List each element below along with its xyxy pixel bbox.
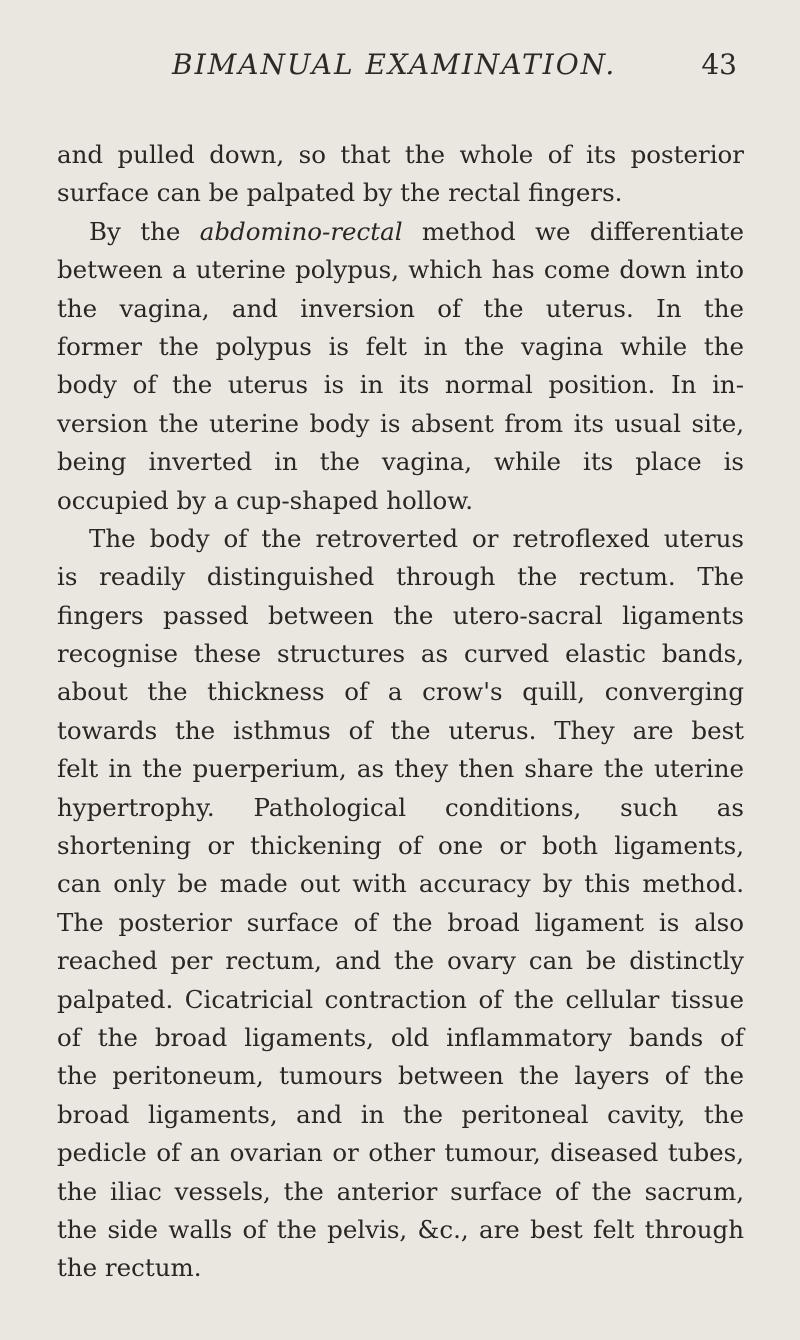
running-title: BIMANUAL EXAMINATION. (172, 48, 617, 81)
text-line: between a uterine polypus, which has come down into (57, 255, 744, 285)
text-line: is readily distinguished through the rectum. The (57, 562, 744, 592)
text-line: palpated. Cicatricial contraction of the cellular tissue (57, 984, 744, 1014)
text-line: about the thickness of a crow's quill, converging (57, 677, 744, 707)
text-fragment: By the (89, 216, 181, 246)
text-line: can only be made out with accuracy by this method. (57, 869, 744, 899)
text-line: hypertrophy. Pathological conditions, such as (57, 792, 744, 822)
text-line: pedicle of an ovarian or other tumour, diseased tubes, (57, 1138, 744, 1168)
text-line: reached per rectum, and the ovary can be distinctly (57, 946, 744, 976)
text-line: the vagina, and inversion of the uterus. In the (57, 293, 744, 323)
text-line: body of the uterus is in its normal position. In in- (57, 370, 744, 400)
page-number: 43 (701, 48, 737, 81)
text-line: the side walls of the pelvis, &c., are best felt through (57, 1214, 744, 1244)
text-line: the rectum. (57, 1253, 202, 1283)
text-line: version the uterine body is absent from its usual site, (57, 408, 744, 438)
text-line: towards the isthmus of the uterus. They are best (57, 715, 744, 745)
text-line: of the broad ligaments, old inflammatory bands of (57, 1022, 744, 1052)
text-line: former the polypus is felt in the vagina while the (57, 331, 744, 361)
text-line (57, 213, 744, 251)
body-text (57, 136, 744, 1288)
text-line: recognise these structures as curved elastic bands, (57, 639, 744, 669)
text-line: fingers passed between the utero-sacral ligaments (57, 600, 744, 630)
emphasized-term: abdomino-rectal (199, 216, 403, 246)
text-line: the iliac vessels, the anterior surface of the sacrum, (57, 1176, 744, 1206)
text-line: and pulled down, so that the whole of its posterior (57, 140, 744, 169)
text-line: surface can be palpated by the rectal fingers. (57, 178, 623, 208)
text-line: occupied by a cup-shaped hollow. (57, 485, 474, 515)
text-line: felt in the puerperium, as they then share the uterine (57, 754, 744, 784)
text-line: broad ligaments, and in the peritoneal cavity, the (57, 1099, 744, 1129)
text-line: shortening or thickening of one or both ligaments, (57, 831, 744, 861)
text-line: The body of the retroverted or retroflexed uterus (89, 523, 744, 553)
running-head (57, 48, 744, 98)
text-line: the peritoneum, tumours between the layers of the (57, 1061, 744, 1091)
text-fragment: method we differentiate (421, 216, 744, 246)
text-line: being inverted in the vagina, while its place is (57, 447, 744, 477)
text-line: The posterior surface of the broad ligament is also (57, 907, 744, 937)
